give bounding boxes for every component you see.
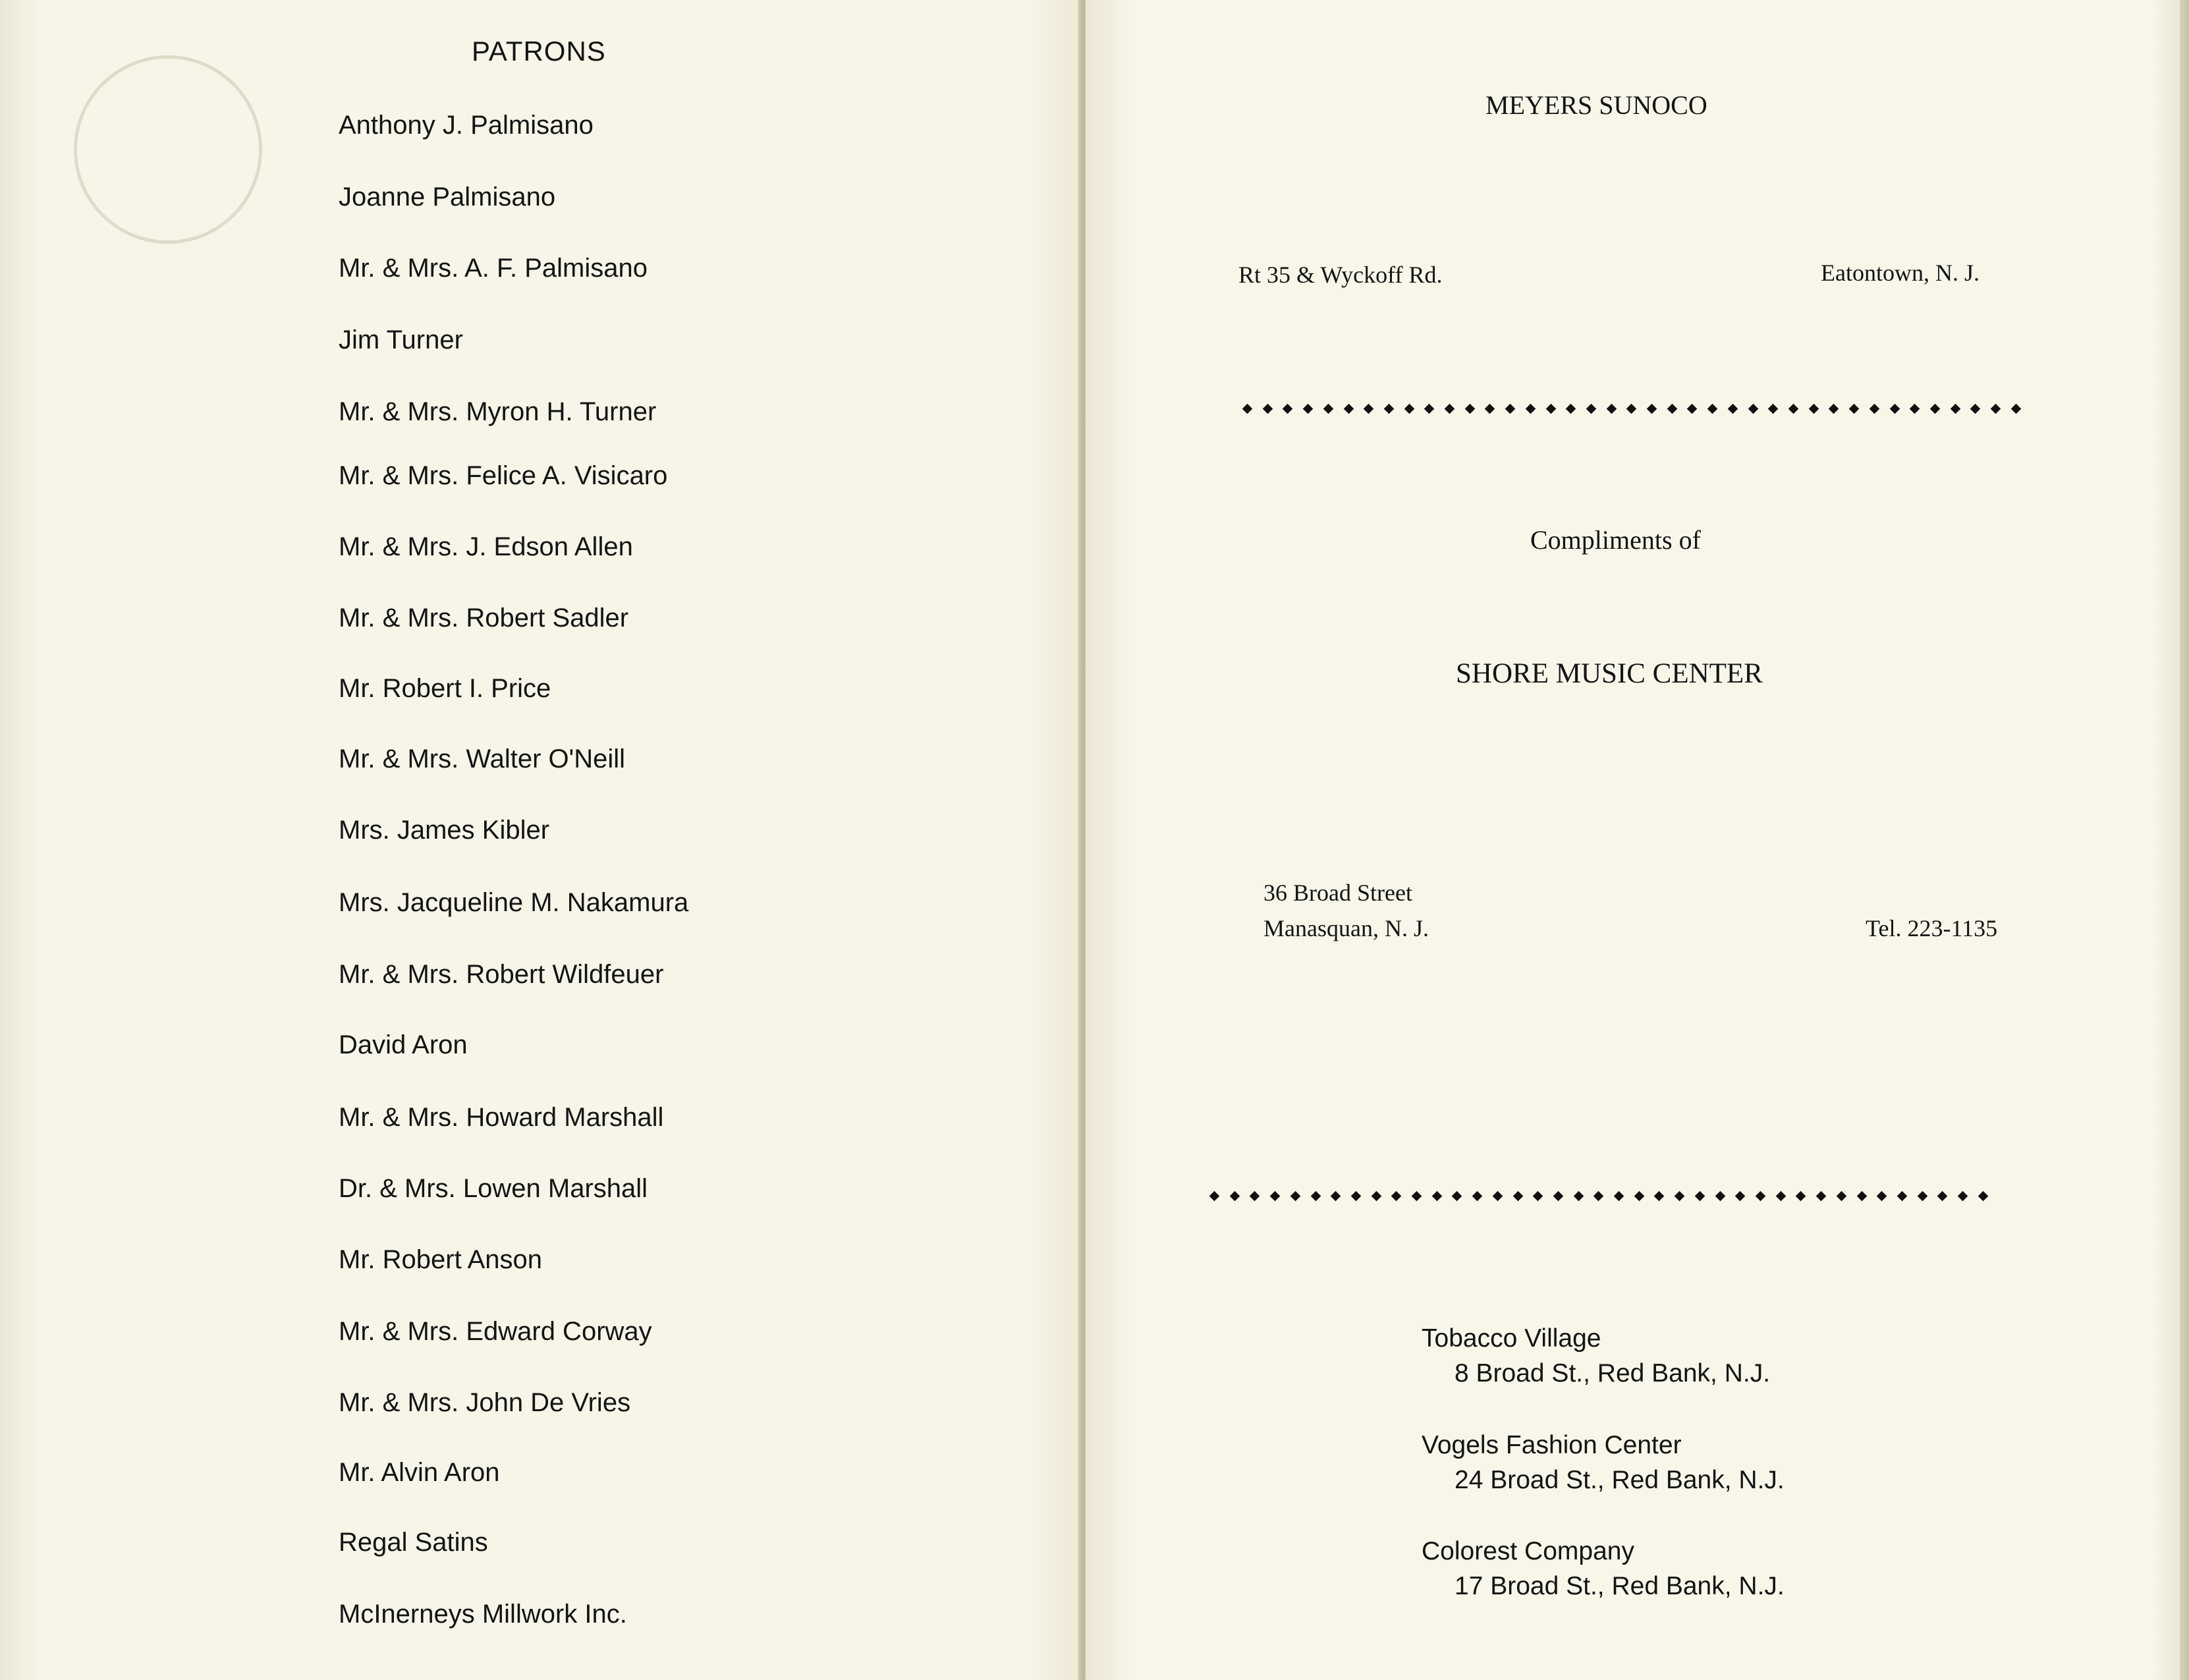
diamond-ornament-icon — [1849, 403, 1860, 414]
list-item: Mr. & Mrs. Felice A. Visicaro — [339, 461, 668, 490]
list-item: Regal Satins — [339, 1528, 488, 1557]
diamond-ornament-icon — [1796, 1190, 1806, 1201]
diamond-ornament-icon — [1614, 1190, 1624, 1201]
left-page — [0, 0, 1080, 1680]
diamond-ornament-icon — [1553, 1190, 1564, 1201]
diamond-ornament-icon — [1371, 1190, 1381, 1201]
list-item: David Aron — [339, 1030, 468, 1059]
diamond-ornament-icon — [1323, 403, 1334, 414]
diamond-ornament-icon — [1748, 403, 1758, 414]
diamond-ornament-icon — [1452, 1190, 1462, 1201]
list-item: Mrs. James Kibler — [339, 816, 550, 845]
right-page — [1086, 0, 2189, 1680]
diamond-ornament-icon — [1978, 1190, 1988, 1201]
diamond-ornament-icon — [1505, 403, 1516, 414]
diamond-ornament-icon — [1695, 1190, 1705, 1201]
diamond-ornament-icon — [1654, 1190, 1665, 1201]
list-item: Mrs. Jacqueline M. Nakamura — [339, 888, 689, 917]
diamond-ornament-icon — [1424, 403, 1435, 414]
ad-merchant-address: 24 Broad St., Red Bank, N.J. — [1455, 1466, 1785, 1494]
diamond-ornament-icon — [1816, 1190, 1827, 1201]
list-item: Mr. & Mrs. Robert Wildfeuer — [339, 960, 664, 989]
ad-merchant-name: Vogels Fashion Center — [1422, 1431, 1682, 1459]
diamond-ornament-icon — [1384, 403, 1395, 414]
list-item: Mr. & Mrs. A. F. Palmisano — [339, 254, 648, 283]
diamond-ornament-icon — [1262, 403, 1273, 414]
diamond-ornament-icon — [1526, 403, 1536, 414]
diamond-ornament-icon — [1768, 403, 1779, 414]
diamond-ornament-icon — [1606, 403, 1617, 414]
diamond-ornament-icon — [1331, 1190, 1341, 1201]
diamond-ornament-icon — [1970, 403, 1981, 414]
list-item: Mr. & Mrs. Myron H. Turner — [339, 397, 657, 426]
ad-shore-street: 36 Broad Street — [1263, 880, 1412, 906]
diamond-ornament-icon — [1634, 1190, 1644, 1201]
list-item: Joanne Palmisano — [339, 182, 556, 211]
diamond-ornament-icon — [1707, 403, 1718, 414]
diamond-ornament-icon — [1788, 403, 1799, 414]
list-item: Mr. & Mrs. Howard Marshall — [339, 1103, 664, 1132]
diamond-ornament-icon — [1897, 1190, 1908, 1201]
diamond-ornament-icon — [1856, 1190, 1867, 1201]
diamond-ornament-icon — [1412, 1190, 1422, 1201]
diamond-divider — [1244, 399, 2020, 418]
list-item: Mr. & Mrs. Walter O'Neill — [339, 744, 626, 773]
diamond-ornament-icon — [1877, 1190, 1887, 1201]
diamond-ornament-icon — [1586, 403, 1597, 414]
diamond-ornament-icon — [1242, 403, 1253, 414]
list-item: McInerneys Millwork Inc. — [339, 1600, 627, 1629]
diamond-ornament-icon — [1991, 403, 2001, 414]
diamond-ornament-icon — [1829, 403, 1839, 414]
list-item: Mr. & Mrs. Robert Sadler — [339, 603, 629, 632]
diamond-ornament-icon — [1889, 403, 1900, 414]
diamond-ornament-icon — [1735, 1190, 1746, 1201]
diamond-ornament-icon — [1728, 403, 1738, 414]
diamond-ornament-icon — [1533, 1190, 1543, 1201]
diamond-ornament-icon — [1566, 403, 1576, 414]
list-item: Mr. Alvin Aron — [339, 1458, 500, 1487]
page-title: PATRONS — [472, 36, 606, 67]
ad-meyers-address: Rt 35 & Wyckoff Rd. — [1238, 262, 1443, 288]
diamond-ornament-icon — [1250, 1190, 1260, 1201]
diamond-ornament-icon — [1472, 1190, 1483, 1201]
diamond-ornament-icon — [1687, 403, 1698, 414]
diamond-ornament-icon — [1464, 403, 1475, 414]
diamond-ornament-icon — [1573, 1190, 1584, 1201]
ad-merchant-address: 17 Broad St., Red Bank, N.J. — [1455, 1572, 1785, 1600]
diamond-ornament-icon — [1445, 403, 1455, 414]
diamond-ornament-icon — [1545, 403, 1556, 414]
ad-meyers-name: MEYERS SUNOCO — [1485, 90, 1707, 120]
diamond-ornament-icon — [1512, 1190, 1523, 1201]
diamond-ornament-icon — [1667, 403, 1677, 414]
diamond-ornament-icon — [1485, 403, 1495, 414]
ad-meyers-city: Eatontown, N. J. — [1821, 260, 1980, 286]
page-edge — [2180, 0, 2189, 1680]
ad-shore-name: SHORE MUSIC CENTER — [1456, 658, 1763, 689]
diamond-ornament-icon — [1715, 1190, 1725, 1201]
diamond-ornament-icon — [1270, 1190, 1281, 1201]
diamond-ornament-icon — [1593, 1190, 1604, 1201]
bleed-through-logo-icon — [74, 55, 262, 244]
diamond-ornament-icon — [1290, 1190, 1301, 1201]
diamond-ornament-icon — [1209, 1190, 1220, 1201]
list-item: Mr. & Mrs. J. Edson Allen — [339, 532, 633, 561]
ad-shore-city: Manasquan, N. J. — [1263, 915, 1429, 941]
diamond-ornament-icon — [1431, 1190, 1442, 1201]
diamond-ornament-icon — [1775, 1190, 1786, 1201]
ad-merchant-name: Colorest Company — [1422, 1537, 1634, 1565]
diamond-ornament-icon — [1626, 403, 1637, 414]
diamond-ornament-icon — [1950, 403, 1960, 414]
diamond-ornament-icon — [1837, 1190, 1847, 1201]
diamond-ornament-icon — [1756, 1190, 1766, 1201]
diamond-divider — [1211, 1186, 1987, 1206]
diamond-ornament-icon — [1958, 1190, 1968, 1201]
diamond-ornament-icon — [1808, 403, 1819, 414]
diamond-ornament-icon — [1493, 1190, 1503, 1201]
diamond-ornament-icon — [1870, 403, 1880, 414]
list-item: Anthony J. Palmisano — [339, 111, 594, 140]
ad-shore-phone: Tel. 223-1135 — [1866, 915, 1998, 941]
list-item: Mr. Robert Anson — [339, 1245, 543, 1274]
diamond-ornament-icon — [1930, 403, 1941, 414]
diamond-ornament-icon — [1343, 403, 1354, 414]
list-item: Mr. Robert I. Price — [339, 674, 551, 703]
diamond-ornament-icon — [1404, 403, 1414, 414]
list-item: Mr. & Mrs. John De Vries — [339, 1388, 631, 1417]
diamond-ornament-icon — [1283, 403, 1293, 414]
ad-merchant-address: 8 Broad St., Red Bank, N.J. — [1455, 1359, 1771, 1387]
diamond-ornament-icon — [1303, 403, 1314, 414]
list-item: Mr. & Mrs. Edward Corway — [339, 1317, 652, 1346]
ad-shore-intro: Compliments of — [1530, 525, 1701, 555]
diamond-ornament-icon — [1351, 1190, 1362, 1201]
diamond-ornament-icon — [1391, 1190, 1402, 1201]
diamond-ornament-icon — [1310, 1190, 1321, 1201]
diamond-ornament-icon — [2010, 403, 2021, 414]
diamond-ornament-icon — [1937, 1190, 1948, 1201]
list-item: Dr. & Mrs. Lowen Marshall — [339, 1174, 648, 1203]
ad-merchant-name: Tobacco Village — [1422, 1324, 1601, 1353]
diamond-ornament-icon — [1647, 403, 1657, 414]
diamond-ornament-icon — [1675, 1190, 1685, 1201]
list-item: Jim Turner — [339, 325, 463, 354]
diamond-ornament-icon — [1364, 403, 1374, 414]
diamond-ornament-icon — [1229, 1190, 1240, 1201]
diamond-ornament-icon — [1917, 1190, 1927, 1201]
diamond-ornament-icon — [1910, 403, 1920, 414]
